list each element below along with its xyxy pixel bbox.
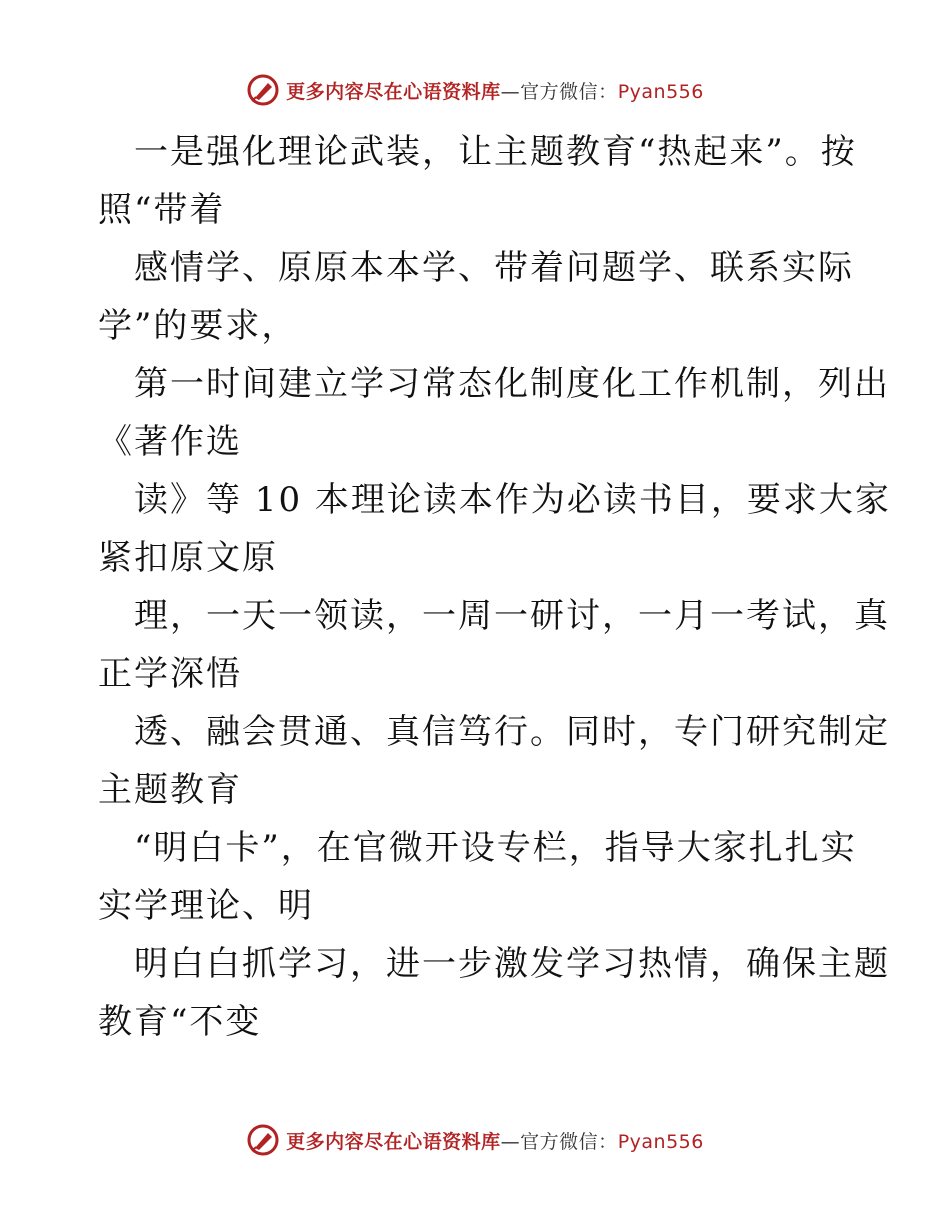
watermark-main: 更多内容尽在心语资料库 <box>286 1130 501 1153</box>
pen-nib-logo-icon <box>246 1123 280 1157</box>
text-line: 主题教育 <box>98 770 242 810</box>
watermark-separator: — <box>500 1130 521 1153</box>
text-line: 理，一天一领读，一周一研讨，一月一考试，真 <box>134 596 890 636</box>
text-line: 透、融会贯通、真信笃行。同时，专门研究制定 <box>134 712 890 752</box>
watermark-text <box>286 1127 704 1154</box>
text-line: 实学理论、明 <box>98 886 314 926</box>
text-line: “明白卡”，在官微开设专栏，指导大家扎扎实 <box>134 828 857 868</box>
footer-watermark-banner <box>0 1120 950 1160</box>
text-line: 第一时间建立学习常态化制度化工作机制，列出 <box>134 364 890 404</box>
text-line: 《著作选 <box>98 422 242 462</box>
watermark-wechat-id: Pyan556 <box>617 80 704 103</box>
header-watermark-banner <box>0 70 950 110</box>
text-line: 照“带着 <box>98 190 226 230</box>
watermark-main: 更多内容尽在心语资料库 <box>286 80 501 103</box>
text-line: 一是强化理论武装，让主题教育“热起来”。按 <box>134 132 857 172</box>
watermark-separator: — <box>500 80 521 103</box>
watermark-text <box>286 77 704 104</box>
text-line: 教育“不变 <box>98 1002 262 1042</box>
text-line: 明白白抓学习，进一步激发学习热情，确保主题 <box>134 944 890 984</box>
text-line: 紧扣原文原 <box>98 538 278 578</box>
document-body <box>98 123 891 1051</box>
watermark-wechat-id: Pyan556 <box>617 1130 704 1153</box>
text-line: 读》等 10 本理论读本作为必读书目，要求大家 <box>134 480 891 520</box>
text-line: 感情学、原原本本学、带着问题学、联系实际 <box>134 248 854 288</box>
text-line: 学”的要求， <box>98 306 298 346</box>
text-line: 正学深悟 <box>98 654 242 694</box>
watermark-wechat-label: 官方微信： <box>520 1130 618 1153</box>
pen-nib-logo-icon <box>246 73 280 107</box>
watermark-wechat-label: 官方微信： <box>520 80 618 103</box>
